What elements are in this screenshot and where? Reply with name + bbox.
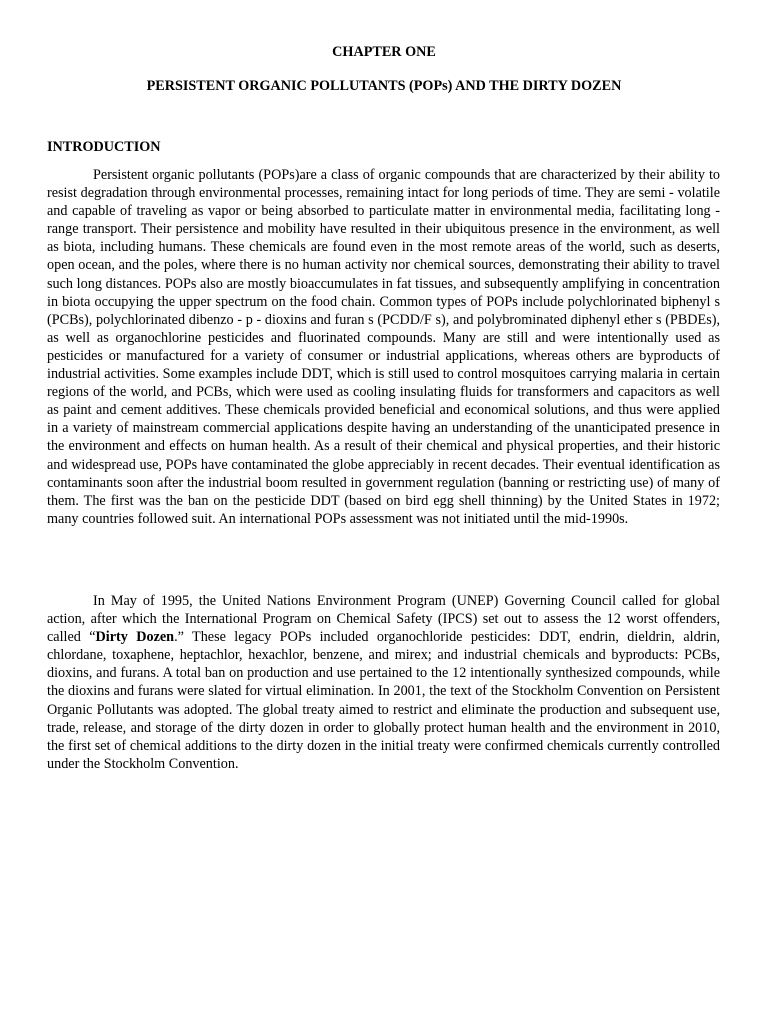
paragraph-dirty-dozen <box>47 592 720 773</box>
chapter-label: CHAPTER ONE <box>332 44 436 60</box>
chapter-title: PERSISTENT ORGANIC POLLUTANTS (POPs) AND THE DIRTY DOZEN <box>146 78 622 94</box>
paragraph-text-before: In May of 1995, the United Nations Environment Program (UNEP) Governing Council called for global action, after which the International Program on Chemical Safety (IPCS) set out to assess the 12 worst offenders, called “ <box>47 593 720 646</box>
paragraph-text-after: .” These legacy POPs included organochloride pesticides: DDT, endrin, dieldrin, aldrin, chlordane, toxaphene, heptachlor, hexachlor, benzene, and mirex; and industrial chemicals and byproducts: PCBs, dioxins, and furans. A total ban on production and use pertained to the 12 intentionally synthesized compounds, while the dioxins and furans were slated for virtual elimination. In 2001, the text of the Stockholm Convention on Persistent Organic Pollutants was adopted. The global treaty aimed to restrict and eliminate the production and subsequent use, trade, release, and storage of the dirty dozen in order to globally protect human health and the environment in 2010, the first set of chemical additions to the dirty dozen in the initial treaty were confirmed chemicals currently controlled under the Stockholm Convention. <box>47 629 720 772</box>
dirty-dozen-term: Dirty Dozen <box>95 629 175 646</box>
paragraph-introduction: Persistent organic pollutants (POPs)are a class of organic compounds that are characterized by their ability to resist degradation through environmental processes, remaining intact for long periods of time. They are semi - volatile and capable of traveling as vapor or being absorbed to particulate matter in environmental media, facilitating long - range transport. Their persistence and mobility have resulted in their ubiquitous presence in the environment, as well as biota, including humans. These chemicals are found even in the most remote areas of the world, such as deserts, open ocean, and the poles, where there is no human activity nor chemical sources, demonstrating their ability to travel such long distances. POPs also are mostly bioaccumulates in fat tissues, and subsequently amplifying in concentration in biota occupying the upper spectrum on the food chain. Common types of POPs include polychlorinated biphenyl s (PCBs), polychlorinated dibenzo - p - dioxins and furan s (PCDD/F s), and polybrominated diphenyl ether s (PBDEs), as well as organochlorine pesticides and fluorinated compounds. Many are still and were intentionally used as pesticides or manufactured for a variety of consumer or industrial applications, whereas others are byproducts of industrial activities. Some examples include DDT, which is still used to control mosquitoes carrying malaria in certain regions of the world, and PCBs, which were used as cooling insulating fluids for transformers and capacitors as well as paint and cement additives. These chemicals provided beneficial and economical solutions, and thus were applied in a variety of mainstream commercial applications despite having an understanding of the unanticipated presence in the environment and effects on human health. As a result of their chemical and physical properties, and their historic and widespread use, POPs have contaminated the globe appreciably in recent decades. Their eventual identification as contaminants soon after the industrial boom resulted in government regulation (banning or restricting use) of many of them. The first was the ban on the pesticide DDT (based on bird egg shell thinning) by the United States in 1972; many countries followed suit. An international POPs assessment was not initiated until the mid-1990s. <box>47 167 720 527</box>
section-heading: INTRODUCTION <box>47 139 161 155</box>
